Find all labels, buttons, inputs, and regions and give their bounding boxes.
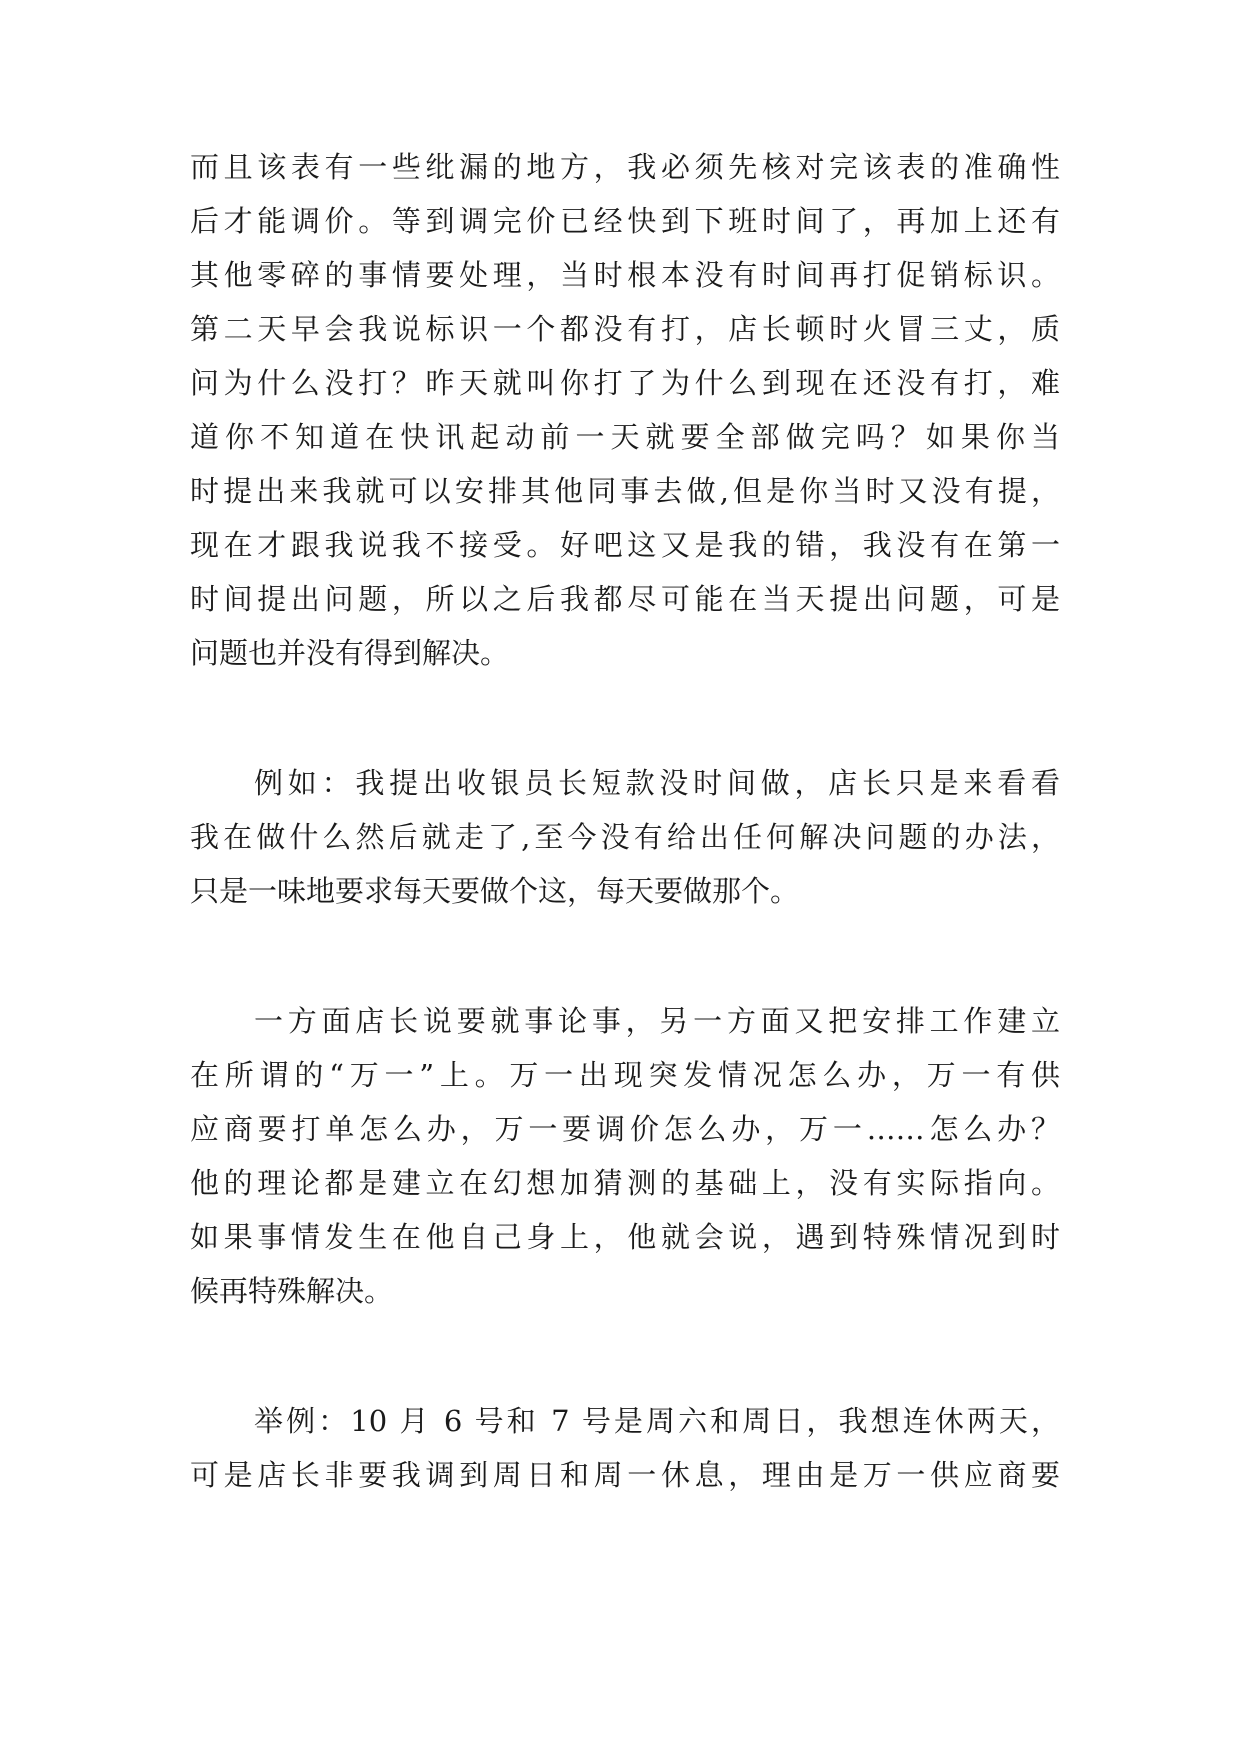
paragraph-4-line-2: 可是店长非要我调到周日和周一休息，理由是万一供应商要 (190, 1458, 1060, 1492)
paragraph-3-line-6: 候再特殊解决。 (190, 1274, 394, 1308)
paragraph-1-line-2: 后才能调价。等到调完价已经快到下班时间了，再加上还有 (190, 204, 1060, 238)
paragraph-1-line-8: 现在才跟我说我不接受。好吧这又是我的错，我没有在第一 (190, 528, 1060, 562)
paragraph-3-line-3: 应商要打单怎么办，万一要调价怎么办，万一……怎么办？ (190, 1112, 1060, 1146)
paragraph-1-line-6: 道你不知道在快讯起动前一天就要全部做完吗？如果你当 (190, 420, 1060, 454)
paragraph-2-line-1: 例如：我提出收银员长短款没时间做，店长只是来看看 (254, 766, 1060, 800)
paragraph-3-line-4: 他的理论都是建立在幻想加猜测的基础上，没有实际指向。 (190, 1166, 1060, 1200)
paragraph-1-line-3: 其他零碎的事情要处理，当时根本没有时间再打促销标识。 (190, 258, 1060, 292)
paragraph-3-line-5: 如果事情发生在他自己身上，他就会说，遇到特殊情况到时 (190, 1220, 1060, 1254)
paragraph-1-line-9: 时间提出问题，所以之后我都尽可能在当天提出问题，可是 (190, 582, 1060, 616)
paragraph-4-line-1: 举例：10 月 6 号和 7 号是周六和周日，我想连休两天， (254, 1404, 1060, 1438)
paragraph-1-line-10: 问题也并没有得到解决。 (190, 636, 510, 670)
paragraph-1-line-7: 时提出来我就可以安排其他同事去做,但是你当时又没有提， (190, 474, 1060, 508)
paragraph-2-line-3: 只是一味地要求每天要做个这，每天要做那个。 (190, 874, 800, 908)
paragraph-3-line-2: 在所谓的“万一”上。万一出现突发情况怎么办，万一有供 (190, 1058, 1060, 1092)
paragraph-1-line-4: 第二天早会我说标识一个都没有打，店长顿时火冒三丈，质 (190, 312, 1060, 346)
paragraph-3-line-1: 一方面店长说要就事论事，另一方面又把安排工作建立 (254, 1004, 1060, 1038)
paragraph-1-line-1: 而且该表有一些纰漏的地方，我必须先核对完该表的准确性 (190, 150, 1060, 184)
paragraph-2-line-2: 我在做什么然后就走了,至今没有给出任何解决问题的办法， (190, 820, 1060, 854)
paragraph-1-line-5: 问为什么没打？昨天就叫你打了为什么到现在还没有打，难 (190, 366, 1060, 400)
